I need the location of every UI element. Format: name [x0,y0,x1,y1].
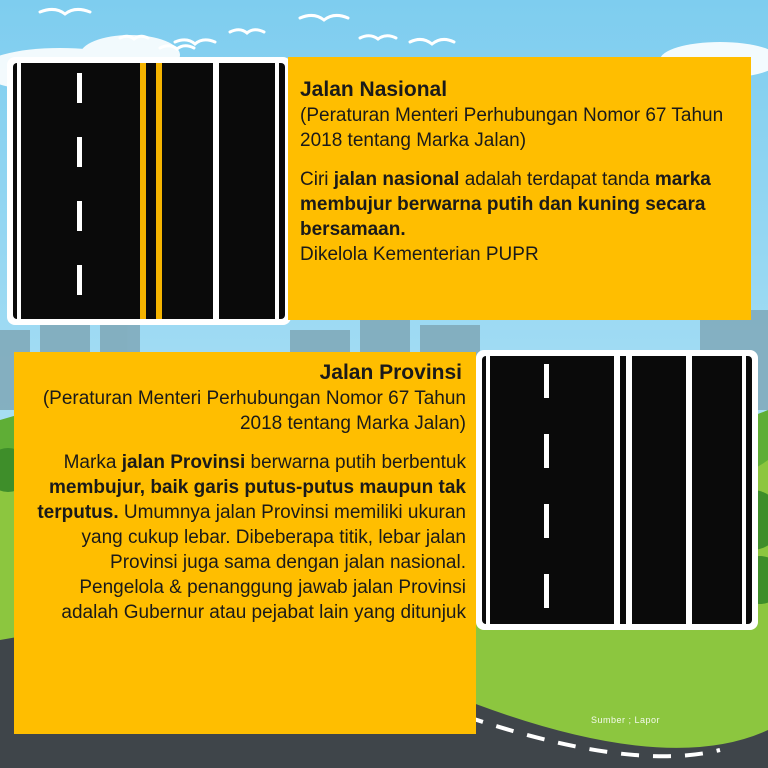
title-provinsi: Jalan Provinsi [319,361,462,384]
info-panel-nasional [288,57,751,320]
yellow-line-1 [140,63,146,319]
solid-white-line [213,63,219,319]
title-nasional: Jalan Nasional [300,78,448,101]
road-illustration-provinsi [476,350,758,630]
solid-white-line-1 [614,356,620,624]
bold-jalan-provinsi: jalan Provinsi [121,452,246,473]
solid-white-line-2 [626,356,632,624]
edge-line-left [17,63,21,319]
bold-marka-provinsi: membujur, baik garis putus-putus maupun tak terputus. [37,477,466,523]
road-illustration-nasional [7,57,291,325]
solid-white-line-3 [686,356,692,624]
source-credit: Sumber ; Lapor [591,715,661,725]
bold-marka-nasional: marka membujur berwarna putih dan kuning secara bersamaan. [300,169,711,240]
regulation-provinsi: (Peraturan Menteri Perhubungan Nomor 67 Tahun 2018 tentang Marka Jalan) [42,388,466,434]
description-provinsi: Marka jalan Provinsi berwarna putih berbentuk membujur, baik garis putus-putus maupun tak terputus. Umumnya jalan Provinsi memiliki ukuran yang cukup lebar. Dibeberapa titik, lebar jalan Provinsi juga sama dengan jalan nasional. Pengelola & penanggung jawab jalan Provinsi adalah Gubernur atau pejabat lain yang ditunjuk [37,452,466,623]
description-nasional: Ciri jalan nasional adalah terdapat tanda marka membujur berwarna putih dan kuning secara bersamaan. [300,169,711,240]
edge-line-right [275,63,279,319]
edge-line-left [486,356,490,624]
bold-jalan-nasional: jalan nasional [333,169,460,190]
info-panel-provinsi [14,352,476,734]
yellow-line-2 [156,63,162,319]
regulation-nasional: (Peraturan Menteri Perhubungan Nomor 67 Tahun 2018 tentang Marka Jalan) [300,105,724,151]
manager-nasional: Dikelola Kementerian PUPR [300,244,539,265]
edge-line-right [742,356,746,624]
